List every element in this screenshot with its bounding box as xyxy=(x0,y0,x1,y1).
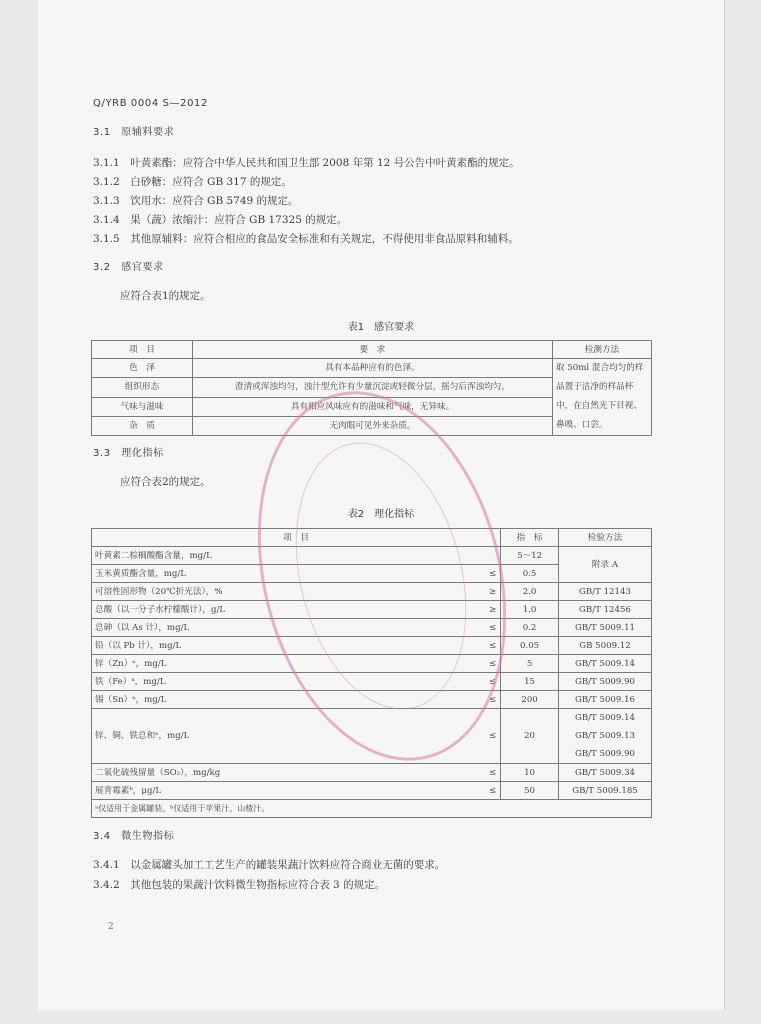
table2-cell-item: 铅（以 Pb 计），mg/L xyxy=(92,637,476,655)
table2-cell-item: 叶黄素二棕榈酸酯含量，mg/L xyxy=(92,547,476,565)
table2-cell-item: 锌（Zn）ᵃ，mg/L xyxy=(92,655,476,673)
table1-cell-requirement: 具有本品种应有的色泽。 xyxy=(193,359,553,378)
table2-cell-value: 2.0 xyxy=(501,583,559,601)
clause-3-4-2: 3.4.2 其他包装的果蔬汁饮料微生物指标应符合表 3 的规定。 xyxy=(93,879,386,891)
table2-cell-method: GB/T 12456 xyxy=(559,601,652,619)
table2-cell-method: GB/T 5009.90 xyxy=(559,673,652,691)
table1-caption: 表1 感官要求 xyxy=(347,322,415,333)
table1-header-requirement: 要 求 xyxy=(193,341,553,359)
section-3-3-text: 应符合表2的规定。 xyxy=(120,476,211,488)
table2-cell-symbol: ≥ xyxy=(475,583,501,601)
table2-cell-value: 0.05 xyxy=(501,637,559,655)
table2-cell-value: 0.5 xyxy=(501,565,559,583)
table1-cell-item: 色 泽 xyxy=(92,359,193,378)
table2-physicochemical xyxy=(91,528,652,818)
clause-3-4-1: 3.4.1 以金属罐头加工工艺生产的罐装果蔬汁饮料应符合商业无菌的要求。 xyxy=(93,859,446,871)
table2-cell-value: 200 xyxy=(501,691,559,709)
table2-cell-symbol: ≤ xyxy=(475,691,501,709)
table2-cell-method: GB/T 5009.16 xyxy=(559,691,652,709)
table2-cell-symbol: ≤ xyxy=(475,673,501,691)
table2-cell-value: 1.0 xyxy=(501,601,559,619)
table1-cell-item: 杂 质 xyxy=(92,416,193,435)
table2-cell-value: 0.2 xyxy=(501,619,559,637)
table1-cell-method: 取 50ml 混合均匀的样品置于洁净的样品杯中，在自然光下目视、鼻嗅、口尝。 xyxy=(553,359,652,436)
table1-header-item: 项 目 xyxy=(92,341,193,359)
table2-caption: 表2 理化指标 xyxy=(347,509,415,520)
table2-cell-item: 二氧化硫残留量（SO₂），mg/kg xyxy=(92,764,476,782)
table2-cell-symbol: ≤ xyxy=(475,782,501,800)
table2-cell-symbol: ≥ xyxy=(475,601,501,619)
section-3-3-heading: 3.3 理化指标 xyxy=(93,448,164,459)
table2-cell-item: 展青霉素ᵇ，μg/L xyxy=(92,782,476,800)
table2-method-line: GB/T 5009.14 xyxy=(574,713,636,723)
table2-cell-value: 10 xyxy=(501,764,559,782)
section-3-2-text: 应符合表1的规定。 xyxy=(120,290,211,302)
table2-method-line: GB/T 5009.90 xyxy=(574,749,636,759)
table2-cell-value: 15 xyxy=(501,673,559,691)
table2-header-item: 项 目 xyxy=(92,529,501,547)
table2-header-index: 指 标 xyxy=(501,529,559,547)
table2-cell-item: 锌、铜、铁总和ᵃ，mg/L xyxy=(92,709,476,764)
clause-3-1-2: 3.1.2 白砂糖：应符合 GB 317 的规定。 xyxy=(93,176,292,188)
table2-cell-method: GB/T 5009.14 xyxy=(559,655,652,673)
table2-cell-method: GB 5009.12 xyxy=(559,637,652,655)
table2-cell-value: 5～12 xyxy=(501,547,559,565)
table2-cell-symbol: ≤ xyxy=(475,764,501,782)
table2-cell-item: 总酸（以一分子水柠檬酸计），g/L xyxy=(92,601,476,619)
clause-3-1-4: 3.1.4 果（蔬）浓缩汁：应符合 GB 17325 的规定。 xyxy=(93,214,348,226)
table1-cell-requirement: 无肉眼可见外来杂质。 xyxy=(193,416,553,435)
table2-cell-symbol: ≤ xyxy=(475,637,501,655)
table2-cell-value: 50 xyxy=(501,782,559,800)
doc-code: Q/YRB 0004 S—2012 xyxy=(93,98,208,109)
table2-cell-item: 铁（Fe）ᵃ，mg/L xyxy=(92,673,476,691)
table2-cell-method: 附录 A xyxy=(559,547,652,583)
table2-cell-method-multi xyxy=(559,709,652,764)
section-3-2-heading: 3.2 感官要求 xyxy=(93,262,164,273)
table2-cell-method: GB/T 5009.11 xyxy=(559,619,652,637)
page-number: 2 xyxy=(108,922,114,932)
table2-cell-method: GB/T 12143 xyxy=(559,583,652,601)
table1-cell-item: 气味与滋味 xyxy=(92,397,193,416)
clause-3-1-3: 3.1.3 饮用水：应符合 GB 5749 的规定。 xyxy=(93,195,299,207)
table2-cell-symbol: ≤ xyxy=(475,565,501,583)
clause-3-1-1: 3.1.1 叶黄素酯：应符合中华人民共和国卫生部 2008 年第 12 号公告中叶黄素酯的规定。 xyxy=(93,157,520,169)
section-3-1-heading: 3.1 原辅料要求 xyxy=(93,127,175,138)
table2-cell-value: 5 xyxy=(501,655,559,673)
table2-cell-symbol xyxy=(475,547,501,565)
table2-cell-item: 锡（Sn）ᵃ，mg/L xyxy=(92,691,476,709)
document-page xyxy=(38,0,725,1010)
table1-cell-requirement: 具有相应风味应有的滋味和气味，无异味。 xyxy=(193,397,553,416)
table2-header-method: 检验方法 xyxy=(559,529,652,547)
table2-footnote: ᵃ仅适用于金属罐装。ᵇ仅适用于苹果汁、山楂汁。 xyxy=(92,800,652,818)
table2-cell-item: 可溶性固形物（20℃折光法），% xyxy=(92,583,476,601)
table2-cell-item: 玉米黄质酯含量，mg/L xyxy=(92,565,476,583)
table2-cell-method: GB/T 5009.34 xyxy=(559,764,652,782)
table1-cell-item: 组织形态 xyxy=(92,378,193,397)
table2-method-line: GB/T 5009.13 xyxy=(574,731,636,741)
table2-cell-item: 总砷（以 As 计），mg/L xyxy=(92,619,476,637)
table2-cell-symbol: ≤ xyxy=(475,619,501,637)
clause-3-1-5: 3.1.5 其他原辅料：应符合相应的食品安全标准和有关规定，不得使用非食品原料和辅料。 xyxy=(93,233,519,245)
table2-cell-method: GB/T 5009.185 xyxy=(559,782,652,800)
table2-cell-symbol: ≤ xyxy=(475,655,501,673)
table1-cell-requirement: 澄清或浑浊均匀，浊汁型允许有少量沉淀或轻微分层，摇匀后浑浊均匀。 xyxy=(193,378,553,397)
table2-cell-symbol: ≤ xyxy=(475,709,501,764)
table1-sensory xyxy=(91,340,652,436)
section-3-4-heading: 3.4 微生物指标 xyxy=(93,831,175,842)
table2-cell-value: 20 xyxy=(501,709,559,764)
table1-header-method: 检测方法 xyxy=(553,341,652,359)
